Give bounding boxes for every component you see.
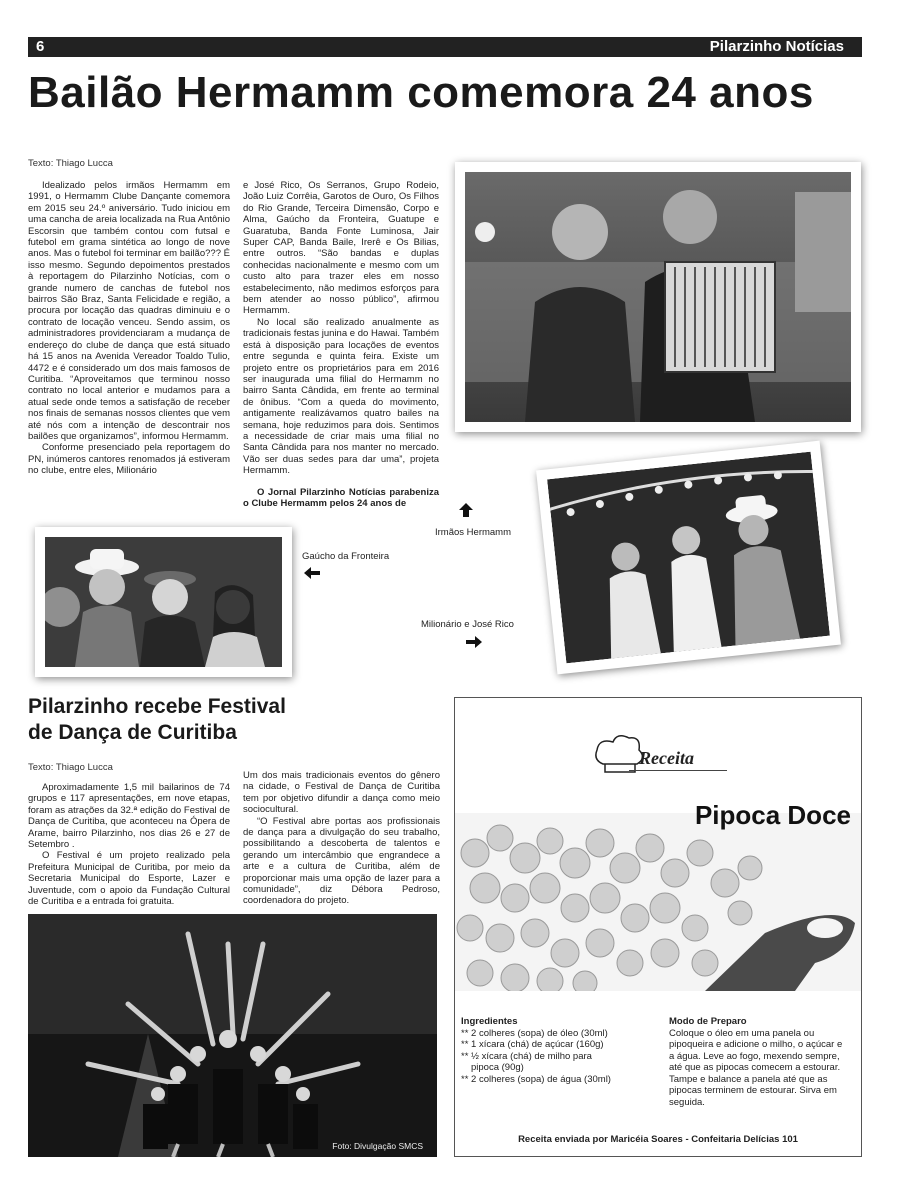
- ingredient-item: ** 2 colheres (sopa) de óleo (30ml): [461, 1027, 608, 1039]
- recipe-box: [454, 697, 862, 1157]
- arrow-right-icon: [466, 635, 482, 653]
- ingredient-item: ** 2 colheres (sopa) de água (30ml): [461, 1073, 611, 1085]
- main-article-column-1: [28, 180, 230, 477]
- photo-festival-dance: [28, 914, 437, 1157]
- festival-headline-line-1: Pilarzinho recebe Festival: [28, 695, 286, 718]
- method-text: Coloque o óleo em uma panela ou pipoqueira e adicione o milho, o açúcar e a água. Leve ao fogo, mexendo sempre, até que as pipocas comecem a estourar. Tampe e balance a panela até que as pipocas terminem de estourar. Sirva em seguida.: [669, 1027, 843, 1108]
- photo-image: [465, 172, 851, 422]
- photo-pipoca-image: [455, 813, 861, 991]
- recipe-method: [669, 1016, 849, 1108]
- paragraph: Um dos mais tradicionais eventos do gênero na cidade, o Festival de Dança de Curitiba tem por objetivo difundir a dança como meio sociocultural.: [243, 770, 440, 816]
- ingredient-item: pipoca (90g): [471, 1062, 524, 1073]
- ingredient-item: ** ½ xícara (chá) de milho para: [461, 1050, 592, 1062]
- paragraph: O Festival é um projeto realizado pela Prefeitura Municipal de Curitiba, por meio da Secretaria Municipal do Esporte, Lazer e Juventude, com o apoio da Fundação Cultural de Curitiba e a entrada foi gratuita.: [28, 850, 230, 908]
- festival-headline: [28, 694, 286, 746]
- photo-irmaos-hermamm: [455, 162, 861, 432]
- arrow-left-icon: [304, 566, 320, 584]
- method-title: Modo de Preparo: [669, 1016, 747, 1027]
- page-header-bar: [28, 37, 862, 57]
- publication-name: Pilarzinho Notícias: [709, 38, 844, 55]
- caption-gaucho-da-fronteira: Gaúcho da Fronteira: [302, 551, 390, 562]
- recipe-footer: Receita enviada por Maricéia Soares - Confeitaria Delícias 101: [518, 1134, 798, 1145]
- photo-festival-dance-image: [28, 914, 437, 1157]
- paragraph: No local são realizado anualmente as tradicionais festas junina e do Hawai. Também está à disposição para locações de eventos entre segunda e quinta feira. Existe um projeto entre os proprietários para em 2016 ser inaugurada uma filial do Hermamm no bairro Santa Cândida, em frente ao terminal de ônibus. “Com a queda do movimento, antigamente realizávamos quatro bailes na semana, hoje reduzimos para dois. Sentimos a necessidade de criar mais uma filial no Santa Cândida para nos manter no mercado. Vão ser duas sedes para dar uma”, projeta Hermamm.: [243, 316, 439, 477]
- recipe-title: Pipoca Doce: [694, 800, 851, 830]
- main-article-column-2: [243, 180, 439, 509]
- photo-image: [45, 537, 282, 667]
- ingredients-title: Ingredientes: [461, 1016, 518, 1027]
- closing-paragraph: O Jornal Pilarzinho Notícias parabeniza o Clube Hermamm pelos 24 anos de: [243, 486, 439, 509]
- photo-pipoca: [455, 813, 861, 991]
- ingredient-item: ** 1 xícara (chá) de açúcar (160g): [461, 1039, 604, 1050]
- paragraph: e José Rico, Os Serranos, Grupo Rodeio, João Luiz Corrêia, Garotos de Ouro, Os Filhos do Rio Grande, Terceira Dimensão, Corpo e Alma, Gaúcho da Fronteira, Guatupe e Guaratuba, Banda Fonte Luminosa, Jair Super CAP, Banda Baile, Irerê e Os Bilias, entre outros. “São bandas e duplas conhecidas nacionalmente e mesmo com um custo alto para trazer eles em nosso estabelecimento, não medimos esforços para bem atender ao nosso público”, afirmou Hermamm.: [243, 180, 439, 317]
- paragraph: Idealizado pelos irmãos Hermamm em 1991, o Hermamm Clube Dançante comemora em 2015 seu 24.º aniversário. Tudo iniciou em uma cancha de areia localizada na Rua Antônio Escorsin que também contou com futsal e futebol em grama sintética ao longo de nove anos. Mas o futebol foi terminar em bailão??? É isso mesmo. Segundo depoimentos prestados à reportagem do Pilarzinho Notícias, com o grande numero de canchas de futebol nos bairros São Braz, Santa Felicidade e região, a procura por locação das quadras diminuiu e o contrato de locação venceu. Sendo assim, os administradores providenciaram a mudança de endereço do clube de dança que está situado há 15 anos na Avenida Vereador Toaldo Tulio, 4472 e é considerado um dos mais famosos de Curitiba. “Aproveitamos que terminou nosso contrato no local anterior e mudamos para a atual sede onde temos a satisfação de receber nos finais de semanas nossos clientes que vem até nós com a intenção de descontrair nos bailões que organizamos”, informou Hermamm.: [28, 180, 230, 442]
- photo-gaucho-da-fronteira: [35, 527, 292, 677]
- caption-milionario-e-jose-rico: Milionário e José Rico: [421, 619, 514, 630]
- photo-milionario-e-jose-rico: [536, 441, 841, 675]
- recipe-logo-text: Receita: [639, 748, 694, 768]
- photo-credit: Foto: Divulgação SMCS: [332, 1141, 423, 1151]
- main-headline: Bailão Hermamm comemora 24 anos: [28, 68, 814, 117]
- festival-headline-line-2: de Dança de Curitiba: [28, 721, 237, 744]
- logo-underline: [629, 770, 727, 771]
- photo-gaucho-image: [45, 537, 282, 667]
- paragraph: Conforme presenciado pela reportagem do PN, inúmeros cantores renomados já estiveram no clube, entre eles, Milionário: [28, 442, 230, 477]
- main-byline: Texto: Thiago Lucca: [28, 158, 113, 169]
- page-number: 6: [36, 38, 45, 55]
- caption-irmaos-hermamm: Irmãos Hermamm: [435, 527, 512, 538]
- festival-column-1: [28, 782, 230, 907]
- recipe-ingredients: [461, 1016, 651, 1085]
- paragraph: Aproximadamente 1,5 mil bailarinos de 74 grupos e 117 apresentações, em nove etapas, foram as atrações da 32.ª edição do Festival de Dança de Curitiba, que aconteceu na Ópera de Arame, bairro Pilarzinho, nos dias 26 e 27 de Setembro .: [28, 782, 230, 851]
- festival-column-2: [243, 770, 440, 907]
- paragraph: “O Festival abre portas aos profissionais de dança para a divulgação do seu trabalho, possibilitando a descoberta de talentos e gerando um intercâmbio que engrandece a arte e a cultura de Curitiba, além de proporcionar mais uma opção de lazer para a comunidade”, diz Débora Pedroso, coordenadora do projeto.: [243, 815, 440, 907]
- photo-image: [547, 452, 830, 664]
- recipe-logo: [591, 730, 731, 780]
- festival-byline: Texto: Thiago Lucca: [28, 762, 113, 773]
- photo-milionario-image: [547, 452, 830, 664]
- arrow-up-icon: [459, 503, 473, 522]
- photo-irmaos-hermamm-image: [465, 172, 851, 422]
